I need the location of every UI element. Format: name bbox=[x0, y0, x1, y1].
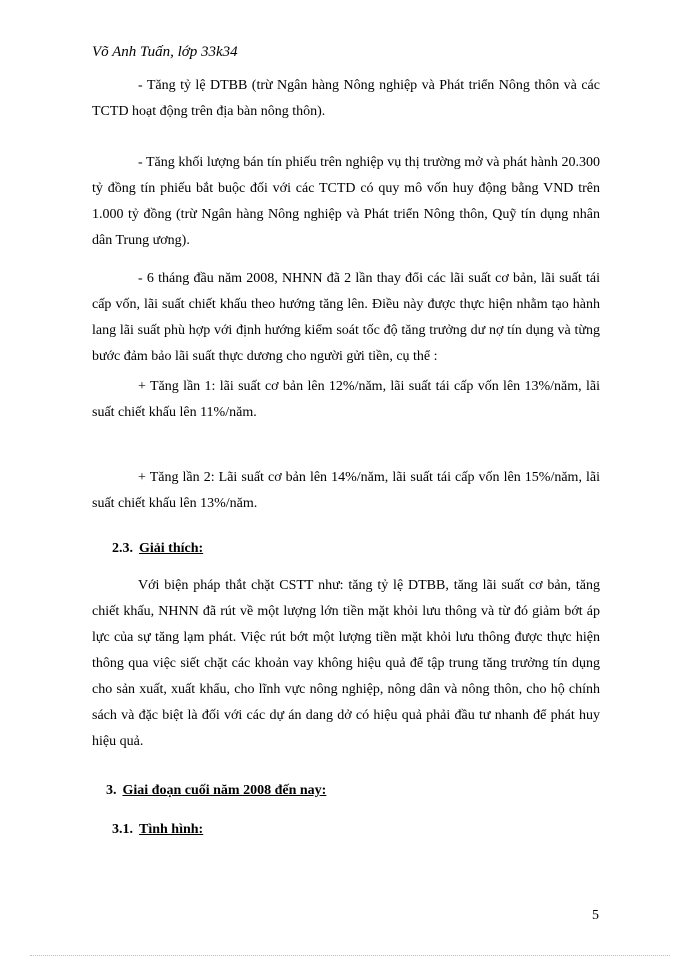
paragraph-text: - Tăng khối lượng bán tín phiếu trên nghiệp vụ thị trường mở và phát hành 20.300 tỷ đồng tín phiếu bắt buộc đối với các TCTD có quy mô vốn huy động bằng VND trên 1.000 tỷ đồng (trừ Ngân hàng Nông nghiệp và Phát triển Nông thôn, Quỹ tín dụng nhân dân Trung ương). bbox=[92, 155, 600, 248]
section-heading-3 bbox=[106, 783, 326, 799]
paragraph-giai-thich bbox=[92, 573, 600, 755]
paragraph-text: - Tăng tỷ lệ DTBB (trừ Ngân hàng Nông nghiệp và Phát triển Nông thôn và các TCTD hoạt động trên địa bàn nông thôn). bbox=[92, 78, 600, 119]
paragraph-text: - 6 tháng đầu năm 2008, NHNN đã 2 lần thay đổi các lãi suất cơ bản, lãi suất tái cấp vốn, lãi suất chiết khấu theo hướng tăng lên. Điều này được thực hiện nhằm tạo hành lang lãi suất phù hợp với định hướng kiểm soát tốc độ tăng trưởng dư nợ tín dụng và từng bước đảm bảo lãi suất thực dương cho người gửi tiền, cụ thể : bbox=[92, 271, 600, 364]
paragraph-dtbb bbox=[92, 73, 600, 125]
page-number: 5 bbox=[592, 908, 599, 923]
heading-number: 2.3. bbox=[112, 541, 133, 556]
section-heading-2-3 bbox=[112, 541, 203, 557]
paragraph-tin-phieu bbox=[92, 150, 600, 254]
heading-title: Giải thích: bbox=[139, 541, 204, 556]
paragraph-text: + Tăng lần 2: Lãi suất cơ bản lên 14%/năm, lãi suất tái cấp vốn lên 15%/năm, lãi suất chiết khấu lên 13%/năm. bbox=[92, 470, 600, 511]
heading-title: Giai đoạn cuối năm 2008 đến nay: bbox=[122, 783, 327, 798]
paragraph-lai-suat-2008 bbox=[92, 266, 600, 370]
paragraph-text: + Tăng lần 1: lãi suất cơ bản lên 12%/năm, lãi suất tái cấp vốn lên 13%/năm, lãi suất chiết khấu lên 11%/năm. bbox=[92, 379, 600, 420]
paragraph-lan-2 bbox=[92, 465, 600, 517]
heading-number: 3. bbox=[106, 783, 117, 798]
paragraph-lan-1 bbox=[92, 374, 600, 426]
heading-number: 3.1. bbox=[112, 822, 133, 837]
section-heading-3-1 bbox=[112, 822, 203, 838]
paragraph-text: Với biện pháp thắt chặt CSTT như: tăng tỷ lệ DTBB, tăng lãi suất cơ bản, tăng chiết khấu, NHNN đã rút về một lượng lớn tiền mặt khỏi lưu thông và từ đó giảm bớt áp lực của sự tăng lạm phát. Việc rút bớt một lượng tiền mặt khỏi lưu thông được thực hiện thông qua việc siết chặt các khoản vay không hiệu quả để tập trung tăng trưởng tín dụng cho sản xuất, xuất khẩu, cho lĩnh vực nông nghiệp, nông dân và nông thôn, cho hộ chính sách và đặc biệt là đối với các dự án dang dở có hiệu quả phải đầu tư nhanh để phát huy hiệu quả. bbox=[92, 578, 600, 749]
author-header: Võ Anh Tuấn, lớp 33k34 bbox=[92, 44, 238, 60]
page-bottom-divider bbox=[30, 955, 670, 956]
heading-title: Tình hình: bbox=[139, 822, 204, 837]
